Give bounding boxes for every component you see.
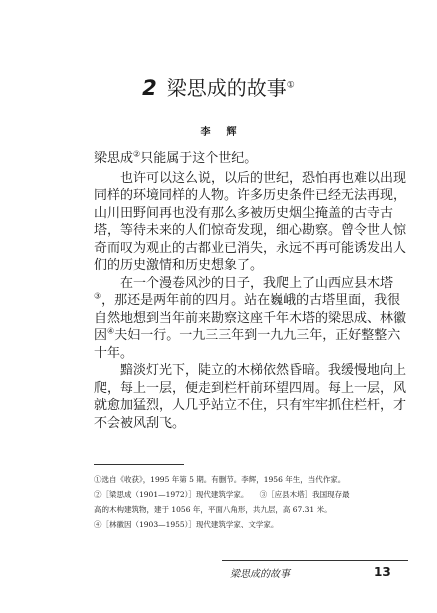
footer-divider (222, 560, 408, 561)
footnote-line: 高的木构建筑物，建于 1056 年，平面八角形，共九层，高 67.31 米。 (94, 505, 332, 514)
paragraph-3-part-1: 在一个漫卷风沙的日子，我爬上了山西应县木塔 (120, 275, 394, 291)
lesson-title-text: 梁思成的故事 (166, 76, 287, 100)
title-footnote-marker: ① (286, 80, 295, 91)
footnote-marker-3: ③ (94, 291, 102, 301)
paragraph-1 (94, 150, 406, 168)
paragraph-3 (94, 275, 406, 363)
footnote-line: ①选自《收获》，1995 年第 5 期。有删节。李辉，1956 年生，当代作家。 (94, 475, 346, 484)
author-name: 李辉 (200, 127, 253, 138)
article-body (94, 150, 406, 432)
footnote-marker-2: ② (133, 149, 141, 159)
paragraph-1-start: 梁思成 (94, 151, 134, 166)
footnote-line: ④［林徽因（1903—1955）］现代建筑学家、文学家。 (94, 520, 279, 529)
paragraph-3-part-3: 夫妇一行。一九三三年到一九九三年，正好整整六十年。 (94, 328, 401, 361)
paragraph-4: 黯淡灯光下，陡立的木梯依然昏暗。我缓慢地向上爬，每上一层，便走到栏杆前环望四周。每上一层，风就愈加猛烈，人几乎站立不住，只有牢牢抓住栏杆，才不会被风刮飞。 (94, 363, 407, 431)
lesson-number: 2 (142, 76, 157, 100)
running-footer-title: 梁思成的故事 (230, 569, 290, 580)
footnote-marker-4: ④ (107, 326, 115, 336)
footnote-divider (94, 464, 184, 465)
paragraph-3-part-2: ，那还是两年前的四月。站在巍峨的古塔里面，我很自然地想到当年前来勘察这座千年木塔的梁思成、林徽因 (94, 293, 407, 343)
paragraph-2: 也许可以这么说，以后的世纪，恐怕再也难以出现同样的环境同样的人物。许多历史条件已经无法再现，山川田野间再也没有那么多被历史烟尘掩盖的古寺古塔，等待未来的人们惊奇发现，细心勘察。曾令世人惊奇而叹为观止的古都业已消失，永远不再可能诱发出人们的历史激情和历史想象了。 (94, 170, 407, 273)
paragraph-1-end: 只能属于这个世纪。 (140, 151, 258, 166)
footnote-line: ②［梁思成（1901—1972）］现代建筑学家。 ③［应县木塔］我国现存最 (94, 490, 350, 499)
footnotes (94, 472, 414, 532)
lesson-title (0, 76, 437, 100)
page-number: 13 (374, 565, 391, 579)
